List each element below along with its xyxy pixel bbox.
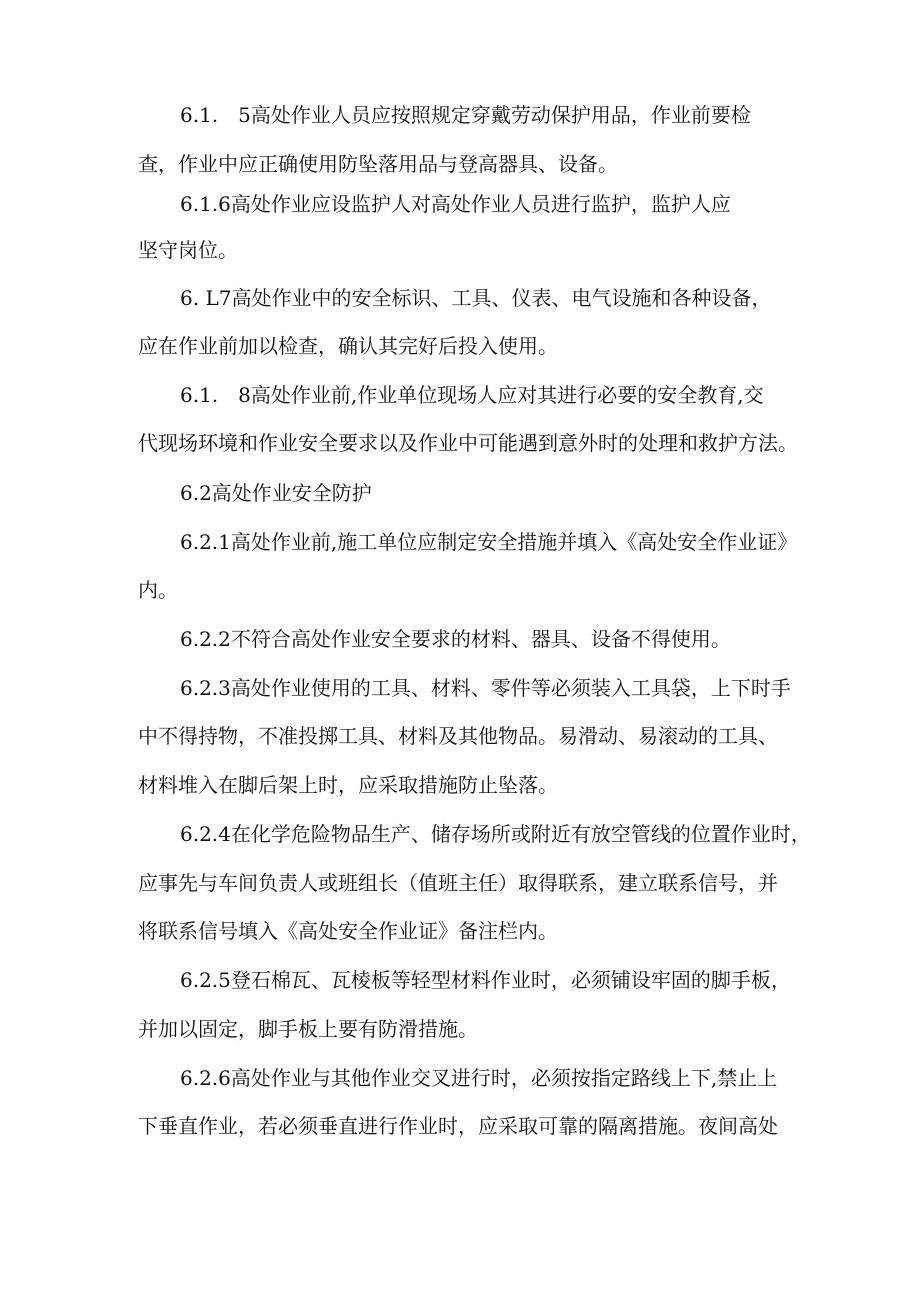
text-line: 6.1. 8高处作业前,作业单位现场人应对其进行必要的安全教育,交 bbox=[180, 383, 764, 407]
text-line: 下垂直作业，若必须垂直进行作业时，应采取可靠的隔离措施。夜间高处 bbox=[138, 1114, 778, 1138]
text-line: 6.2.5登石棉瓦、瓦棱板等轻型材料作业时，必须铺设牢固的脚手板， bbox=[180, 968, 791, 992]
text-line: 代现场环境和作业安全要求以及作业中可能遇到意外时的处理和救护方法。 bbox=[138, 431, 798, 455]
text-line: 6.2.1高处作业前,施工单位应制定安全措施并填入《高处安全作业证》 bbox=[180, 530, 798, 554]
text-line: 坚守岗位。 bbox=[138, 238, 238, 262]
text-line: 查，作业中应正确使用防坠落用品与登高器具、设备。 bbox=[138, 152, 618, 176]
text-line: 应事先与车间负责人或班组长（值班主任）取得联系，建立联系信号，并 bbox=[138, 871, 778, 895]
text-line: 应在作业前加以检查，确认其完好后投入使用。 bbox=[138, 334, 558, 358]
text-line: 6.1.6高处作业应设监护人对高处作业人员进行监护，监护人应 bbox=[180, 192, 731, 216]
text-line: 将联系信号填入《高处安全作业证》备注栏内。 bbox=[138, 919, 558, 943]
text-line: 内。 bbox=[138, 578, 178, 602]
section-heading: 6.2高处作业安全防护 bbox=[180, 481, 372, 505]
text-line: 6.2.3高处作业使用的工具、材料、零件等必须装入工具袋，上下时手 bbox=[180, 676, 791, 700]
text-line: 6.2.6高处作业与其他作业交叉进行时，必须按指定路线上下,禁止上 bbox=[180, 1066, 778, 1090]
text-line: 6. L7高处作业中的安全标识、工具、仪表、电气设施和各种设备， bbox=[180, 286, 772, 310]
text-line: 并加以固定，脚手板上要有防滑措施。 bbox=[138, 1017, 478, 1041]
text-line: 6.2.4在化学危险物品生产、储存场所或附近有放空管线的位置作业时， bbox=[180, 822, 811, 846]
text-line: 中不得持物，不准投掷工具、材料及其他物品。易滑动、易滚动的工具、 bbox=[138, 724, 778, 748]
text-line: 6.1. 5高处作业人员应按照规定穿戴劳动保护用品，作业前要检 bbox=[180, 103, 751, 127]
text-line: 材料堆入在脚后架上时，应采取措施防止坠落。 bbox=[138, 773, 558, 797]
text-line: 6.2.2不符合高处作业安全要求的材料、器具、设备不得使用。 bbox=[180, 627, 731, 651]
